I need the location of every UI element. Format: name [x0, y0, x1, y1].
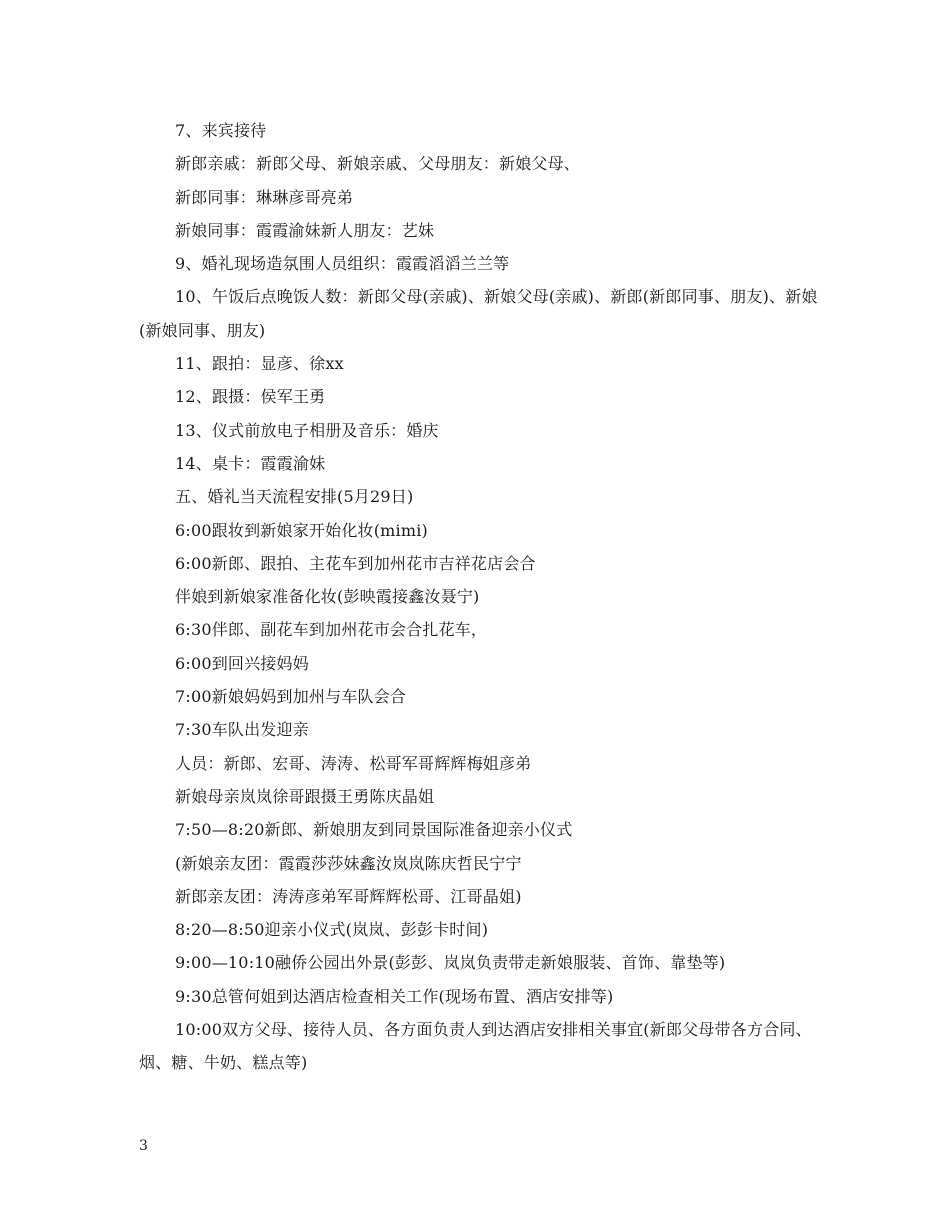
paragraph-25: 9:00—10:10融侨公园出外景(彭彭、岚岚负责带走新娘服装、首饰、靠垫等) — [175, 953, 726, 973]
page-number: 3 — [139, 1138, 148, 1154]
paragraph-2: 新郎亲戚：新郎父母、新娘亲戚、父母朋友：新娘父母、 — [175, 154, 581, 174]
paragraph-19: 人员：新郎、宏哥、涛涛、松哥军哥辉辉梅姐彦弟 — [175, 753, 532, 773]
paragraph-12: 6:00跟妆到新娘家开始化妆(mimi) — [175, 520, 428, 540]
paragraph-6: 10、午饭后点晚饭人数：新郎父母(亲戚)、新娘父母(亲戚)、新郎(新郎同事、朋友)、新娘(新娘同事、朋友) — [139, 287, 818, 340]
paragraph-16: 6:00到回兴接妈妈 — [175, 653, 309, 673]
paragraph-1: 7、来宾接待 — [175, 121, 267, 140]
paragraph-23: 新郎亲友团：涛涛彦弟军哥辉辉松哥、江哥晶姐) — [175, 886, 522, 906]
paragraph-13: 6:00新郎、跟拍、主花车到加州花市吉祥花店会合 — [175, 553, 536, 573]
paragraph-21: 7:50—8:20新郎、新娘朋友到同景国际准备迎亲小仪式 — [175, 820, 573, 840]
paragraph-15: 6:30伴郎、副花车到加州花市会合扎花车， — [175, 620, 488, 640]
paragraph-3: 新郎同事：琳琳彦哥亮弟 — [175, 187, 354, 207]
paragraph-22: (新娘亲友团：霞霞莎莎妹鑫汝岚岚陈庆哲民宁宁 — [175, 853, 522, 873]
paragraph-11: 五、婚礼当天流程安排(5月29日) — [175, 487, 414, 507]
paragraph-24: 8:20—8:50迎亲小仪式(岚岚、彭彭卡时间) — [175, 920, 489, 940]
paragraph-18: 7:30车队出发迎亲 — [175, 720, 309, 740]
paragraph-9: 13、仪式前放电子相册及音乐：婚庆 — [175, 420, 439, 440]
paragraph-27: 10:00双方父母、接待人员、各方面负责人到达酒店安排相关事宜(新郎父母带各方合同、烟、糖、牛奶、糕点等) — [139, 1020, 812, 1073]
paragraph-20: 新娘母亲岚岚徐哥跟摄王勇陈庆晶姐 — [175, 786, 435, 806]
paragraph-5: 9、婚礼现场造氛围人员组织：霞霞滔滔兰兰等 — [175, 254, 510, 274]
paragraph-7: 11、跟拍：显彦、徐xx — [175, 354, 344, 374]
paragraph-10: 14、桌卡：霞霞渝妹 — [175, 453, 326, 473]
paragraph-8: 12、跟摄：侯军王勇 — [175, 387, 326, 407]
paragraph-17: 7:00新娘妈妈到加州与车队会合 — [175, 687, 407, 707]
document-body — [139, 114, 839, 1080]
paragraph-4: 新娘同事：霞霞渝妹新人朋友：艺妹 — [175, 220, 435, 240]
paragraph-26: 9:30总管何姐到达酒店检查相关工作(现场布置、酒店安排等) — [175, 986, 614, 1006]
paragraph-14: 伴娘到新娘家准备化妆(彭映霞接鑫汝聂宁) — [175, 587, 480, 607]
